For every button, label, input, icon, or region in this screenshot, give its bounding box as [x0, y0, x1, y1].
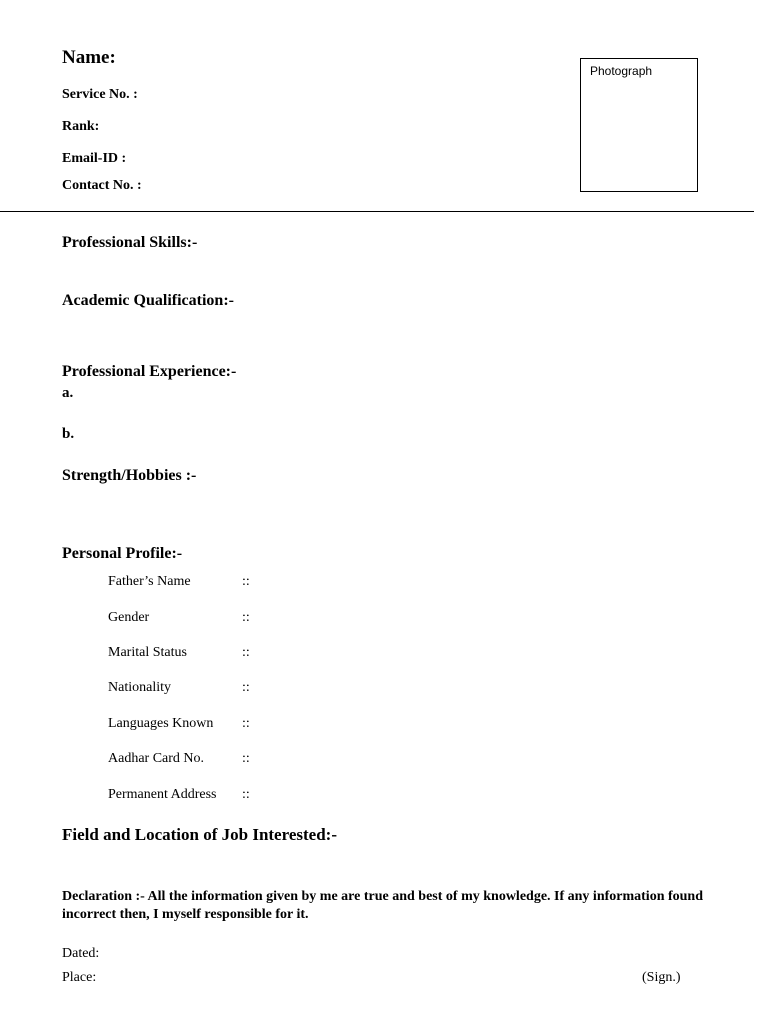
profile-separator: :: [242, 645, 250, 660]
profile-separator: :: [242, 610, 250, 625]
experience-item-a: a. [62, 385, 74, 401]
profile-separator: :: [242, 680, 250, 695]
email-label: Email-ID : [62, 151, 127, 166]
profile-field-aadhar-card-no: Aadhar Card No. [108, 751, 205, 766]
experience-item-b: b. [62, 426, 75, 442]
profile-separator: :: [242, 787, 250, 802]
photograph-box [580, 58, 698, 192]
profile-separator: :: [242, 574, 250, 589]
service-no-label: Service No. : [62, 87, 138, 102]
profile-field-nationality: Nationality [108, 680, 171, 695]
profile-field-gender: Gender [108, 610, 150, 625]
header-divider [0, 211, 754, 212]
declaration-text: Declaration :- All the information given by me are true and best of my knowledge. If any information found incorrect then, I myself responsible for it. [62, 889, 703, 922]
dated-label: Dated: [62, 946, 100, 961]
personal-profile-heading: Personal Profile:- [62, 545, 183, 562]
photograph-label: Photograph [590, 64, 653, 78]
profile-field-languages-known: Languages Known [108, 716, 214, 731]
profile-separator: :: [242, 751, 250, 766]
strength-hobbies-heading: Strength/Hobbies :- [62, 467, 197, 484]
rank-label: Rank: [62, 119, 100, 134]
professional-skills-heading: Professional Skills:- [62, 234, 198, 251]
contact-no-label: Contact No. : [62, 178, 142, 193]
profile-field-fathers-name: Father’s Name [108, 574, 191, 589]
profile-field-permanent-address: Permanent Address [108, 787, 217, 802]
academic-qualification-heading: Academic Qualification:- [62, 292, 234, 309]
field-location-heading: Field and Location of Job Interested:- [62, 825, 337, 844]
name-label: Name: [62, 47, 116, 68]
professional-experience-heading: Professional Experience:- [62, 363, 237, 380]
profile-separator: :: [242, 716, 250, 731]
place-label: Place: [62, 970, 97, 985]
signature-label: (Sign.) [642, 970, 681, 985]
profile-field-marital-status: Marital Status [108, 645, 187, 660]
